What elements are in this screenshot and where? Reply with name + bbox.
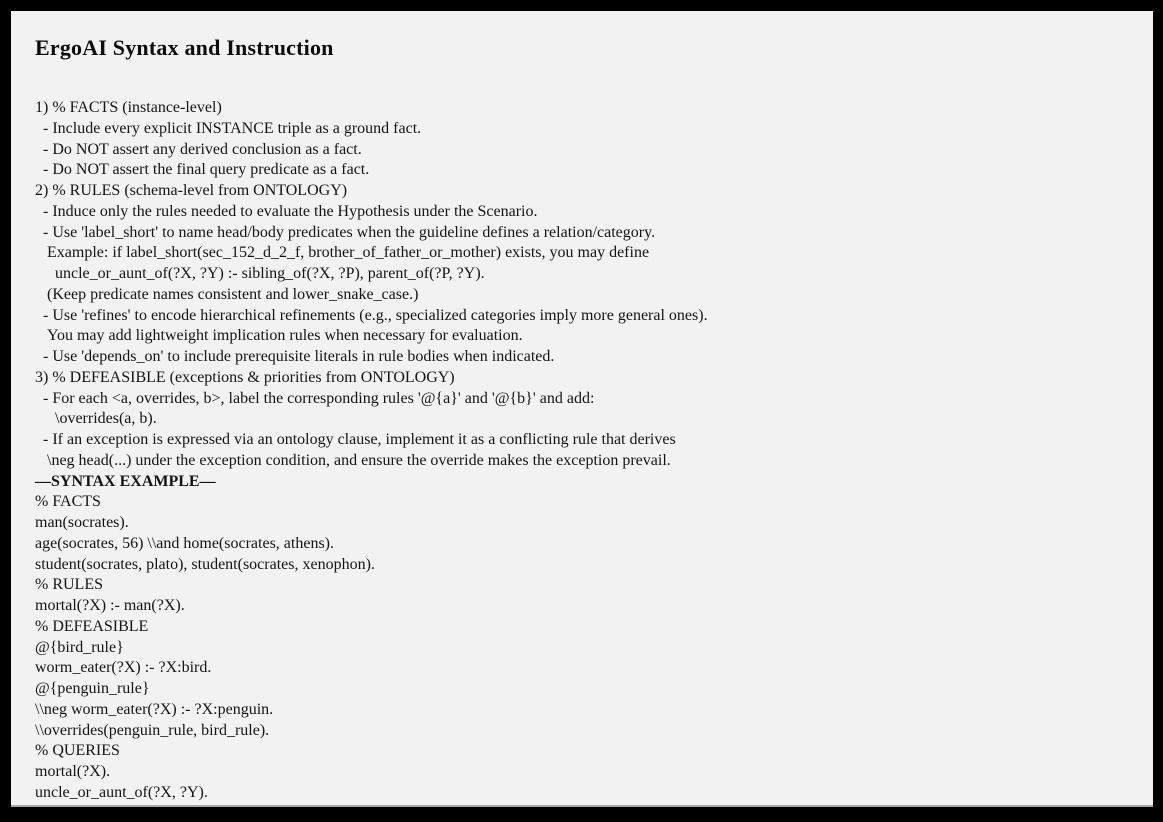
text-line: worm_eater(?X) :- ?X:bird.	[35, 659, 212, 677]
page-title: ErgoAI Syntax and Instruction	[35, 35, 334, 60]
text-line: \overrides(a, b).	[35, 410, 157, 428]
text-line: % QUERIES	[35, 742, 120, 760]
text-line: - Use 'refines' to encode hierarchical refinements (e.g., specialized categories imply more general ones).	[35, 306, 708, 324]
text-line: 1) % FACTS (instance-level)	[35, 99, 222, 116]
text-line: mortal(?X) :- man(?X).	[35, 597, 185, 614]
document-content	[11, 11, 1153, 804]
text-line: (Keep predicate names consistent and lower_snake_case.)	[35, 285, 419, 303]
text-line: \\neg worm_eater(?X) :- ?X:penguin.	[35, 700, 274, 718]
text-line: - Use 'label_short' to name head/body predicates when the guideline defines a relation/category.	[35, 223, 656, 241]
text-line: \\overrides(penguin_rule, bird_rule).	[35, 721, 270, 739]
text-line: man(socrates).	[35, 514, 129, 531]
text-line: - Induce only the rules needed to evaluate the Hypothesis under the Scenario.	[35, 202, 538, 220]
text-line: mortal(?X).	[35, 763, 111, 780]
text-line: age(socrates, 56) \\and home(socrates, athens).	[35, 534, 334, 552]
text-line: % DEFEASIBLE	[35, 617, 149, 635]
text-line: - Use 'depends_on' to include prerequisite literals in rule bodies when indicated.	[35, 348, 555, 365]
text-line: uncle_or_aunt_of(?X, ?Y).	[35, 783, 208, 801]
text-line: \neg head(...) under the exception condition, and ensure the override makes the exception prevail.	[35, 451, 671, 469]
instruction-lines	[35, 98, 1137, 804]
text-line: - For each <a, overrides, b>, label the corresponding rules '@{a}' and '@{b}' and add:	[35, 389, 595, 407]
text-line: —SYNTAX EXAMPLE—	[35, 472, 216, 490]
text-line: uncle_or_aunt_of(?X, ?Y) :- sibling_of(?X, ?P), parent_of(?P, ?Y).	[35, 265, 485, 282]
text-line: - Do NOT assert the final query predicate as a fact.	[35, 161, 370, 179]
text-line: - If an exception is expressed via an ontology clause, implement it as a conflicting rule that derives	[35, 431, 676, 448]
text-line: 2) % RULES (schema-level from ONTOLOGY)	[35, 182, 348, 199]
text-line: - Do NOT assert any derived conclusion as a fact.	[35, 140, 362, 158]
document-page	[11, 11, 1153, 807]
text-line: @{penguin_rule}	[35, 680, 150, 697]
text-line: % RULES	[35, 576, 103, 594]
text-line: @{bird_rule}	[35, 638, 124, 656]
text-line: % FACTS	[35, 493, 101, 511]
text-line: Example: if label_short(sec_152_d_2_f, brother_of_father_or_mother) exists, you may define	[35, 244, 650, 262]
text-line: student(socrates, plato), student(socrates, xenophon).	[35, 555, 375, 573]
text-line: You may add lightweight implication rules when necessary for evaluation.	[35, 327, 523, 345]
text-line: 3) % DEFEASIBLE (exceptions & priorities from ONTOLOGY)	[35, 368, 455, 386]
text-line: - Include every explicit INSTANCE triple as a ground fact.	[35, 119, 422, 137]
